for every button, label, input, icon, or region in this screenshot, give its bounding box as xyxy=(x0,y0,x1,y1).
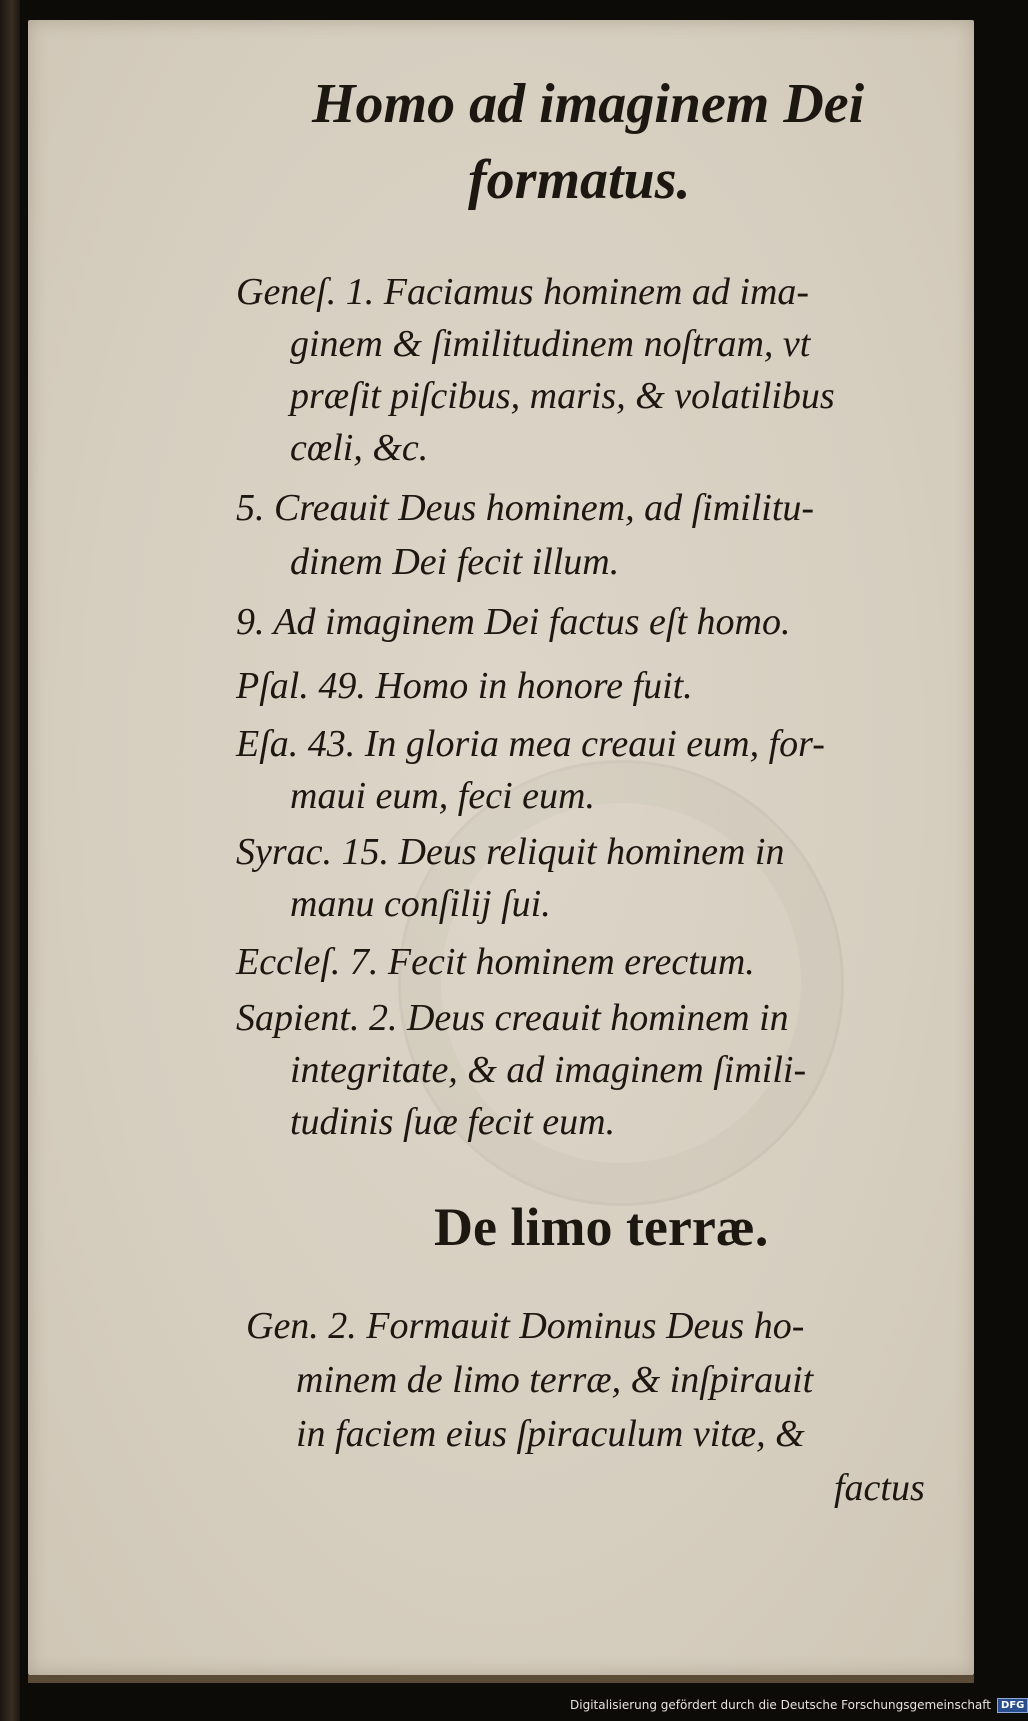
entry-line: in faciem eius ſpiraculum vitæ, & xyxy=(296,1413,805,1455)
section-subtitle: De limo terræ. xyxy=(434,1197,769,1257)
entry-line: Gen. 2. Formauit Dominus Deus ho- xyxy=(246,1305,805,1347)
entry-line: Sapient. 2. Deus creauit hominem in xyxy=(236,997,789,1039)
entry-line: Eſa. 43. In gloria mea creaui eum, for- xyxy=(236,723,825,765)
entry-line: dinem Dei fecit illum. xyxy=(290,541,620,583)
entry-line: præſit piſcibus, maris, & volatilibus xyxy=(290,375,835,417)
entry-line: integritate, & ad imaginem ſimili- xyxy=(290,1049,807,1091)
entry-line: manu conſilij ſui. xyxy=(290,883,551,925)
entry-line: minem de limo terræ, & inſpirauit xyxy=(296,1359,814,1401)
book-spine-edge xyxy=(0,0,20,1721)
entry-line: 9. Ad imaginem Dei factus eſt homo. xyxy=(236,601,791,643)
entry-line: Pſal. 49. Homo in honore fuit. xyxy=(236,665,693,707)
footer-credit-text: Digitalisierung gefördert durch die Deutsche Forschungsgemeinschaft xyxy=(570,1698,992,1712)
entry-line: 5. Creauit Deus hominem, ad ſimilitu- xyxy=(236,487,815,529)
page-lower-edge xyxy=(28,1675,974,1683)
entry-line: cœli, &c. xyxy=(290,427,429,469)
entry-line: maui eum, feci eum. xyxy=(290,775,595,817)
entry-line: Eccleſ. 7. Fecit hominem erectum. xyxy=(236,941,755,983)
entry-line: tudinis ſuæ fecit eum. xyxy=(290,1101,616,1143)
entry-line: ginem & ſimilitudinem noſtram, vt xyxy=(290,323,811,365)
digitization-footer xyxy=(570,1696,1028,1714)
dfg-logo: DFG xyxy=(997,1698,1028,1713)
entry-line: Syrac. 15. Deus reliquit hominem in xyxy=(236,831,785,873)
page-title-line-2: formatus. xyxy=(468,149,691,211)
page-title-line-1: Homo ad imaginem Dei xyxy=(312,73,865,135)
catchword: factus xyxy=(834,1467,925,1509)
entry-line: Geneſ. 1. Faciamus hominem ad ima- xyxy=(236,271,810,313)
